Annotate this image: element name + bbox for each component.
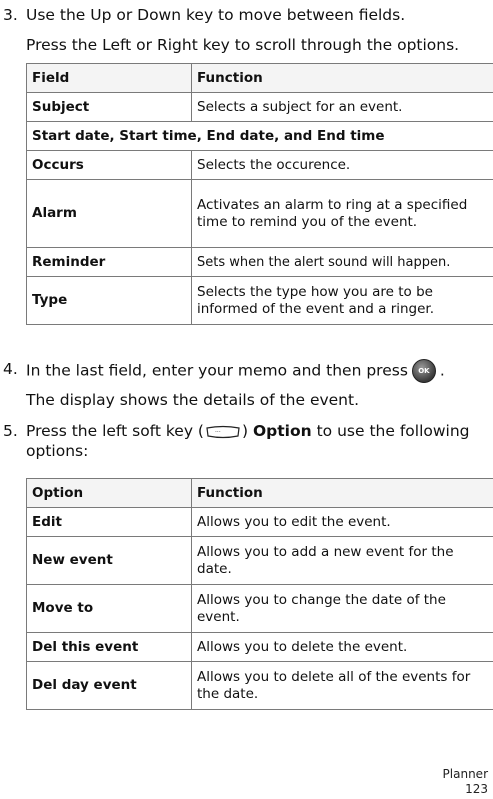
column-header-function: Function	[192, 64, 493, 93]
step-4-note: The display shows the details of the event.	[26, 391, 360, 409]
option-label: New event	[27, 537, 192, 585]
page-footer	[443, 767, 488, 797]
step-text-part: )	[241, 422, 249, 440]
field-description: Selects the type how you are to be informed of the event and a ringer.	[192, 277, 493, 325]
option-description: Allows you to edit the event.	[192, 508, 493, 537]
option-label: Move to	[27, 585, 192, 633]
left-soft-key-icon	[205, 425, 241, 439]
option-label: Del day event	[27, 662, 192, 710]
field-label: Reminder	[27, 248, 192, 277]
table-row	[27, 662, 493, 710]
field-function-table	[26, 63, 493, 325]
column-header-function: Function	[192, 479, 493, 508]
step-number: 4.	[3, 360, 18, 378]
step-text-part: Press the left soft key (	[26, 422, 204, 440]
option-keyword: Option	[252, 422, 312, 440]
option-function-table	[26, 478, 493, 710]
table-row	[27, 180, 493, 248]
field-description: Sets when the alert sound will happen.	[192, 248, 493, 277]
step-text	[26, 359, 491, 383]
option-label: Edit	[27, 508, 192, 537]
step-text	[26, 421, 491, 461]
table-row	[27, 93, 493, 122]
option-description: Allows you to delete the event.	[192, 633, 493, 662]
table-row	[27, 151, 493, 180]
option-label: Del this event	[27, 633, 192, 662]
step-text: Use the Up or Down key to move between fields.	[26, 6, 406, 24]
step-text-part: In the last field, enter your memo and then press	[26, 361, 408, 380]
table-row	[27, 508, 493, 537]
field-group-label: Start date, Start time, End date, and End time	[27, 122, 493, 151]
column-header-field: Field	[27, 64, 192, 93]
option-description: Allows you to change the date of the event.	[192, 585, 493, 633]
step-number: 5.	[3, 422, 18, 440]
table-header-row	[27, 479, 493, 508]
page-number: 123	[465, 782, 488, 796]
step-number: 3.	[3, 6, 18, 24]
column-header-option: Option	[27, 479, 192, 508]
svg-text:···: ···	[214, 428, 221, 436]
step-text-part: to use the following options:	[26, 422, 470, 460]
step-text-part: .	[439, 361, 445, 380]
table-row	[27, 537, 493, 585]
field-description: Activates an alarm to ring at a specified time to remind you of the event.	[192, 180, 493, 248]
step-3-note: Press the Left or Right key to scroll through the options.	[26, 36, 460, 54]
option-description: Allows you to add a new event for the date.	[192, 537, 493, 585]
field-label: Type	[27, 277, 192, 325]
table-row	[27, 633, 493, 662]
section-name: Planner	[442, 767, 488, 781]
field-label: Alarm	[27, 180, 192, 248]
option-description: Allows you to delete all of the events for the date.	[192, 662, 493, 710]
field-label: Occurs	[27, 151, 192, 180]
field-description: Selects a subject for an event.	[192, 93, 493, 122]
table-row	[27, 122, 493, 151]
field-description: Selects the occurence.	[192, 151, 493, 180]
field-label: Subject	[27, 93, 192, 122]
table-row	[27, 248, 493, 277]
table-row	[27, 585, 493, 633]
table-row	[27, 277, 493, 325]
ok-key-icon: OK	[412, 359, 436, 383]
table-header-row	[27, 64, 493, 93]
